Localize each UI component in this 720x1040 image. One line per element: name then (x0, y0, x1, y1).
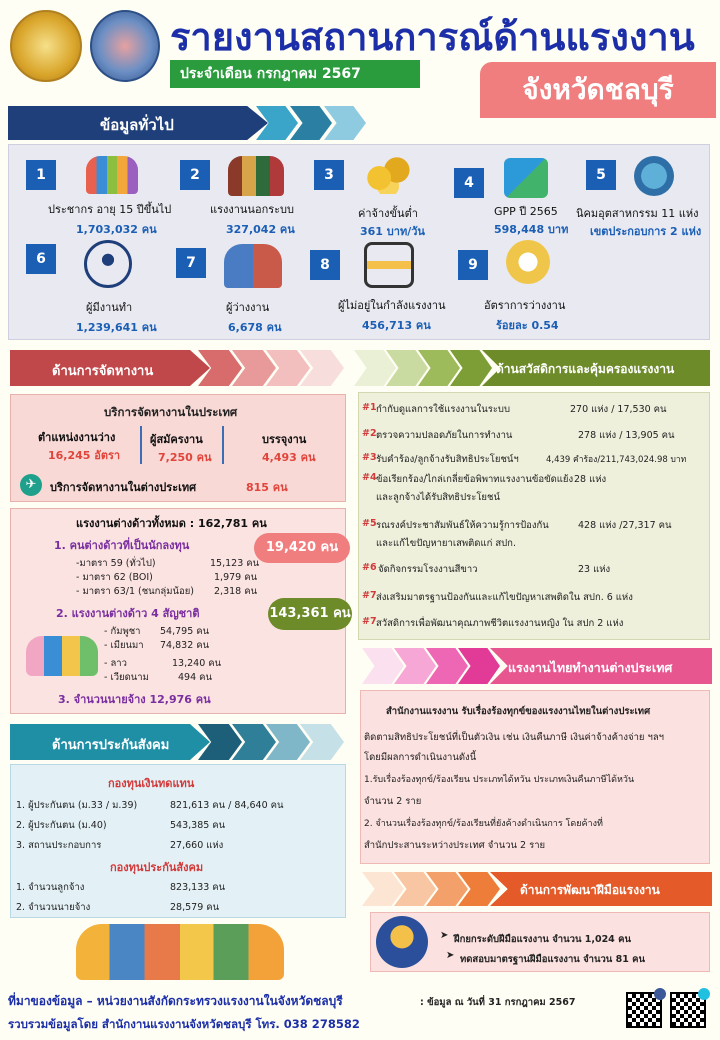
general-label-4: GPP ปี 2565 (494, 205, 558, 218)
investor-row-1-label: -มาตรา 59 (ทั่วไป) (76, 558, 156, 569)
general-label-3: ค่าจ้างขั้นต่ำ (358, 207, 418, 220)
fund1-row-2-label: 2. ผู้ประกันตน (ม.40) (16, 820, 107, 831)
fund2-row-1-label: 1. จำนวนลูกจ้าง (16, 882, 85, 893)
welfare-7-num: #7 (362, 590, 377, 601)
welfare-5-num: #5 (362, 518, 377, 529)
province-name: จังหวัดชลบุรี (480, 62, 716, 118)
skills-heading: ด้านการพัฒนาฝีมือแรงงาน (520, 883, 660, 897)
facebook-icon (654, 988, 666, 1000)
general-num-8: 8 (310, 250, 340, 280)
fund2-row-2-value: 28,579 คน (170, 902, 220, 913)
general-value-3: 361 บาท/วัน (360, 225, 425, 238)
skills-line1-arrow-icon: ➤ (440, 930, 449, 941)
mou-row-2-label: - เมียนมา (104, 640, 144, 651)
general-label-9: อัตราการว่างงาน (484, 299, 566, 312)
report-month: ประจำเดือน กรกฎาคม 2567 (170, 60, 420, 88)
fund1-row-3-value: 27,660 แห่ง (170, 840, 224, 851)
general-value-4: 598,448 บาท (494, 223, 569, 236)
welfare-7-text: ส่งเสริมมาตรฐานป้องกันและแก้ไขปัญหาเสพติดใน สปก. 6 แห่ง (376, 592, 633, 603)
general-label-8: ผู้ไม่อยู่ในกำลังแรงงาน (338, 299, 446, 312)
welfare-3-num: #3 (362, 452, 377, 463)
general-num-1: 1 (26, 160, 56, 190)
mou-row-1-label: - กัมพูชา (104, 626, 141, 637)
welfare-4-value: 28 แห่ง (574, 474, 607, 485)
general-value-9: ร้อยละ 0.54 (496, 319, 559, 332)
fund1-row-1-value: 821,613 คน / 84,640 คน (170, 800, 284, 811)
investor-title: 1. คนต่างด้าวที่เป็นนักลงทุน (54, 539, 190, 552)
footer-source: ที่มาของข้อมูล – หน่วยงานสังกัดกระทรวงแรงงานในจังหวัดชลบุรี (8, 994, 343, 1008)
fund2-row-2-label: 2. จำนวนนายจ้าง (16, 902, 91, 913)
skills-chevron-1 (362, 872, 404, 906)
skills-line2-arrow-icon: ➤ (446, 950, 455, 961)
unemployed-people-icon (224, 244, 282, 288)
airplane-icon: ✈ (20, 474, 42, 496)
mou-row-1-value: 54,795 คน (160, 626, 210, 637)
investor-row-1-value: 15,123 คน (210, 558, 260, 569)
domestic-title: บริการจัดหางานในประเทศ (104, 405, 238, 419)
welfare-1-num: #1 (362, 402, 377, 413)
divider-2 (222, 426, 224, 464)
general-num-6: 6 (26, 244, 56, 274)
workers-illustration (76, 924, 284, 980)
skills-line2: ทดสอบมาตรฐานฝีมือแรงงาน จำนวน 81 คน (460, 954, 645, 965)
welfare-5-text2: และแก้ไขปัญหายาเสพติดแก่ สปก. (376, 538, 516, 549)
thai-abroad-p3: 1.รับเรื่องร้องทุกข์/ร้องเรียน ประเภทได้หวัน ประเภทเงินคืนภาษีได้หวัน (364, 775, 635, 785)
general-value-7: 6,678 คน (228, 321, 282, 334)
employer-count: 3. จำนวนนายจ้าง 12,976 คน (58, 693, 211, 706)
applicant-label: ผู้สมัครงาน (150, 433, 203, 446)
overseas-value: 815 คน (246, 481, 288, 494)
general-value-1: 1,703,032 คน (76, 223, 157, 236)
applicant-value: 7,250 คน (158, 451, 212, 464)
informal-workers-icon (228, 156, 284, 196)
thai-abroad-title: สำนักงานแรงงาน รับเรื่องร้องทุกข์ของแรงงานไทยในต่างประเทศ (386, 706, 651, 717)
welfare-8-num: #7 (362, 616, 377, 627)
employed-person-icon (84, 240, 132, 288)
overseas-label: บริการจัดหางานในต่างประเทศ (50, 481, 197, 494)
welfare-3-text: รับคำร้อง/ลูกจ้างรับสิทธิประโยชน์ฯ (376, 454, 519, 465)
welfare-6-value: 23 แห่ง (578, 564, 611, 575)
social-heading: ด้านการประกันสังคม (52, 738, 170, 753)
investor-row-3-label: - มาตรา 63/1 (ชนกลุ่มน้อย) (76, 586, 194, 597)
welfare-6-num: #6 (362, 562, 377, 573)
welfare-4-text: ข้อเรียกร้อง/ไกล่เกลี่ยข้อพิพาทแรงงานข้อขัดแย้ง (376, 474, 574, 485)
page-title: รายงานสถานการณ์ด้านแรงงาน (170, 15, 695, 59)
welfare-8-text: สวัสดิการเพื่อพัฒนาคุณภาพชีวิตแรงงานหญิง ใน สปก 2 แห่ง (376, 618, 624, 629)
mou-title: 2. แรงงานต่างด้าว 4 สัญชาติ (56, 607, 200, 620)
mou-row-3-label: - ลาว (104, 658, 127, 669)
placement-value: 4,493 คน (262, 451, 316, 464)
general-label-2: แรงงานนอกระบบ (210, 203, 295, 216)
placement-label: บรรจุงาน (262, 433, 307, 446)
mou-row-4-value: 494 คน (178, 672, 213, 683)
welfare-6-text: จัดกิจกรรมโรงงานสีขาว (378, 564, 478, 575)
vacancy-value: 16,245 อัตรา (48, 449, 121, 462)
line-icon (698, 988, 710, 1000)
welfare-2-text: ตรวจความปลอดภัยในการทำงาน (376, 430, 513, 441)
investor-row-2-value: 1,979 คน (214, 572, 258, 583)
general-label-5: นิคมอุตสาหกรรม 11 แห่ง (576, 207, 699, 220)
fund1-row-2-value: 543,385 คน (170, 820, 226, 831)
gpp-chart-icon (504, 158, 548, 198)
general-label-1: ประชากร อายุ 15 ปีขึ้นไป (48, 203, 172, 216)
welfare-chevron-1 (354, 350, 396, 386)
welfare-1-text: กำกับดูแลการใช้แรงงานในระบบ (376, 404, 510, 415)
general-num-5: 5 (586, 160, 616, 190)
general-value-8: 456,713 คน (362, 319, 431, 332)
investor-total-pill: 19,420 คน (254, 533, 350, 563)
general-value-2: 327,042 คน (226, 223, 295, 236)
thai-abroad-p1: ติดตามสิทธิประโยชน์ที่เป็นตัวเงิน เช่น เงินคืนภาษี เงินค่าจ้างค้างจ่าย ฯลฯ (364, 732, 664, 743)
fund1-title: กองทุนเงินทดแทน (108, 777, 195, 790)
general-num-9: 9 (458, 250, 488, 280)
coins-icon (366, 154, 410, 194)
industrial-building-icon (634, 156, 674, 196)
general-value-6: 1,239,641 คน (76, 321, 157, 334)
general-num-7: 7 (176, 248, 206, 278)
fund2-row-1-value: 823,133 คน (170, 882, 226, 893)
province-seal-logo (90, 10, 160, 82)
footer-asof: : ข้อมูล ณ วันที่ 31 กรกฎาคม 2567 (420, 997, 576, 1008)
general-num-4: 4 (454, 168, 484, 198)
thai-abroad-heading: แรงงานไทยทำงานต่างประเทศ (508, 660, 673, 675)
people-group-icon (86, 156, 138, 194)
thai-abroad-p5: 2. จำนวนเรื่องร้องทุกข์/ร้องเรียนที่ยังค้างดำเนินการ โดยค้างที่ (364, 819, 603, 829)
thai-abroad-p4: จำนวน 2 ราย (364, 796, 422, 807)
general-label-6: ผู้มีงานทำ (86, 301, 133, 314)
welfare-5-value: 428 แห่ง /27,317 คน (578, 520, 672, 531)
general-heading: ข้อมูลทั่วไป (100, 116, 174, 134)
divider-1 (140, 426, 142, 464)
investor-row-2-label: - มาตรา 62 (BOI) (76, 572, 153, 583)
welfare-4-text2: และลูกจ้างได้รับสิทธิประโยชน์ (376, 492, 500, 503)
general-num-2: 2 (180, 160, 210, 190)
welfare-5-text: รณรงค์ประชาสัมพันธ์ให้ความรู้การป้องกัน (376, 520, 549, 531)
welfare-2-value: 278 แห่ง / 13,905 คน (578, 430, 675, 441)
welfare-2-num: #2 (362, 428, 377, 439)
fund1-row-3-label: 3. สถานประกอบการ (16, 840, 102, 851)
emblem-logo (10, 10, 82, 82)
employment-heading: ด้านการจัดหางาน (52, 364, 154, 379)
welfare-heading: ด้านสวัสดิการและคุ้มครองแรงงาน (496, 362, 675, 376)
fund2-title: กองทุนประกันสังคม (110, 861, 204, 874)
mou-row-3-value: 13,240 คน (172, 658, 222, 669)
skills-line1: ฝึกยกระดับฝีมือแรงงาน จำนวน 1,024 คน (454, 934, 631, 945)
thai-abroad-p2: โดยมีผลการดำเนินงานดังนี้ (364, 752, 477, 763)
foreign-workers-illustration (26, 636, 98, 676)
general-num-3: 3 (314, 160, 344, 190)
vacancy-label: ตำแหน่งงานว่าง (38, 431, 116, 444)
thai-abroad-chevron-1 (362, 648, 404, 684)
fund1-row-1-label: 1. ผู้ประกันตน (ม.33 / ม.39) (16, 800, 138, 811)
welfare-3-value: 4,439 คำร้อง/211,743,024.98 บาท (546, 455, 687, 465)
mou-row-4-label: - เวียดนาม (104, 672, 149, 683)
general-value-5: เขตประกอบการ 2 แห่ง (590, 225, 702, 238)
thai-abroad-p6: สำนักประสานระหว่างประเทศ จำนวน 2 ราย (364, 840, 546, 851)
footer-compiled: รวบรวมข้อมูลโดย สำนักงานแรงงานจังหวัดชลบุรี โทร. 038 278582 (8, 1017, 360, 1031)
general-label-7: ผู้ว่างงาน (226, 301, 270, 314)
welfare-4-num: #4 (362, 472, 377, 483)
foreign-total: แรงงานต่างด้าวทั้งหมด : 162,781 คน (76, 517, 267, 530)
investor-row-3-value: 2,318 คน (214, 586, 258, 597)
mou-total-pill: 143,361 คน (268, 598, 352, 630)
welfare-1-value: 270 แห่ง / 17,530 คน (570, 404, 667, 415)
not-in-labor-force-icon (364, 242, 414, 288)
skills-worker-icon (376, 916, 428, 968)
mou-row-2-value: 74,832 คน (160, 640, 210, 651)
unemployment-rate-icon (506, 240, 550, 284)
